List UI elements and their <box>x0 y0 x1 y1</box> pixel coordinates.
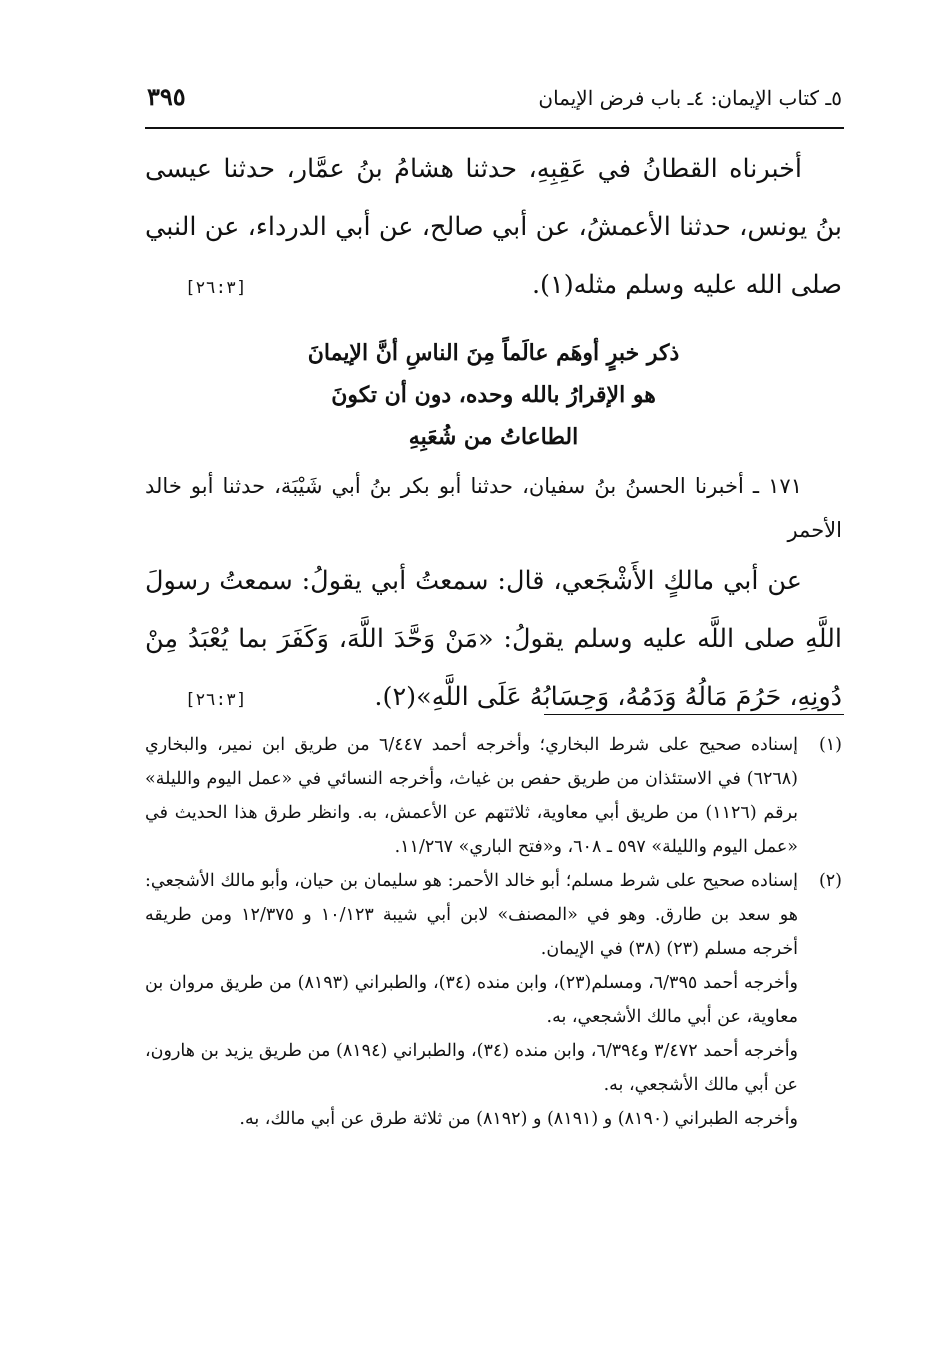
running-head: ٥ـ كتاب الإيمان: ٤ـ باب فرض الإيمان <box>538 86 842 110</box>
footnote-number: (١) <box>818 735 842 755</box>
main-text <box>145 140 842 729</box>
isnad-paragraph: ١٧١ ـ أخبرنا الحسنُ بنُ سفيان، حدثنا أبو بكر بنُ أبي شَيْبَة، حدثنا أبو خالد الأحمر <box>145 474 842 542</box>
page-number: ٣٩٥ <box>147 82 186 111</box>
heading-line: هو الإقرارُ بالله وحده، دون أن تكونَ <box>331 382 656 408</box>
heading-line: ذكر خبرٍ أوهَم عالَماً مِنَ الناسِ أنَّ الإيمانَ <box>307 340 680 366</box>
page-header <box>145 82 842 122</box>
footnotes <box>145 728 842 1136</box>
footnote-paragraph: وأخرجه أحمد ٣/٤٧٢ و٦/٣٩٤، وابن منده (٣٤)، والطبراني (٨١٩٤) من طريق يزيد بن هارون، عن أبي مالك الأشجعي، به. <box>145 1041 799 1095</box>
paragraph-text: أخبرناه القطانُ في عَقِبِهِ، حدثنا هشامُ بنُ عمَّار، حدثنا عيسى بنُ يونس، حدثنا الأعمشُ، عن أبي صالح، عن أبي الدرداء، عن النبي صلى الله عليه وسلم مثله(١). <box>145 154 842 300</box>
footnote-paragraph: وأخرجه أحمد ٦/٣٩٥، ومسلم(٢٣)، وابن منده (٣٤)، والطبراني (٨١٩٣) من طريق مروان بن معاوية، عن أبي مالك الأشجعي، به. <box>145 973 798 1027</box>
hadith-text-paragraph <box>145 140 842 314</box>
cross-reference: [٢٦:٣] <box>185 278 247 298</box>
footnote <box>145 728 842 864</box>
footnote-paragraph: إسناده صحيح على شرط البخاري؛ وأخرجه أحمد ٦/٤٤٧ من طريق ابن نمير، والبخاري (٦٢٦٨) في الاستئذان من طريق حفص بن غياث، وأخرجه النسائي في «عمل اليوم والليلة» برقم (١١٢٦) من طريق أبي معاوية، ثلاثتهم عن الأعمش، به. وانظر طرق هذا الحديث في «عمل اليوم والليلة» ٥٩٧ ـ ٦٠٨، و«فتح الباري» ١١/٢٦٧. <box>145 735 798 857</box>
matn-text: عن أبي مالكٍ الأَشْجَعي، قال: سمعتُ أبي يقولُ: سمعتُ رسولَ اللَّهِ صلى اللَّه عليه وسلم يقولُ: «مَنْ وَحَّدَ اللَّهَ، وَكَفَرَ بما يُعْبَدُ مِنْ دُونِهِ، حَرُمَ مَالُهُ وَدَمُهُ، وَحِسَابُهُ عَلَى اللَّهِ»(٢). <box>145 566 842 712</box>
matn-paragraph <box>145 552 842 726</box>
header-rule <box>145 127 844 129</box>
footnote-separator <box>544 714 844 715</box>
footnote <box>145 864 842 1136</box>
cross-reference: [٢٦:٣] <box>185 690 247 710</box>
footnote-number: (٢) <box>818 871 842 891</box>
footnote-paragraph: وأخرجه الطبراني (٨١٩٠) و (٨١٩١) و (٨١٩٢) من ثلاثة طرق عن أبي مالك، به. <box>239 1109 798 1129</box>
chapter-heading <box>145 332 842 458</box>
heading-line: الطاعاتُ من شُعَبِهِ <box>408 424 579 450</box>
footnote-paragraph: إسناده صحيح على شرط مسلم؛ أبو خالد الأحمر: هو سليمان بن حيان، وأبو مالك الأشجعي: هو سعد بن طارق. وهو في «المصنف» لابن أبي شيبة ١٠/١٢٣ و ١٢/٣٧٥ ومن طريقه أخرجه مسلم (٢٣) (٣٨) في الإيمان. <box>145 871 798 959</box>
